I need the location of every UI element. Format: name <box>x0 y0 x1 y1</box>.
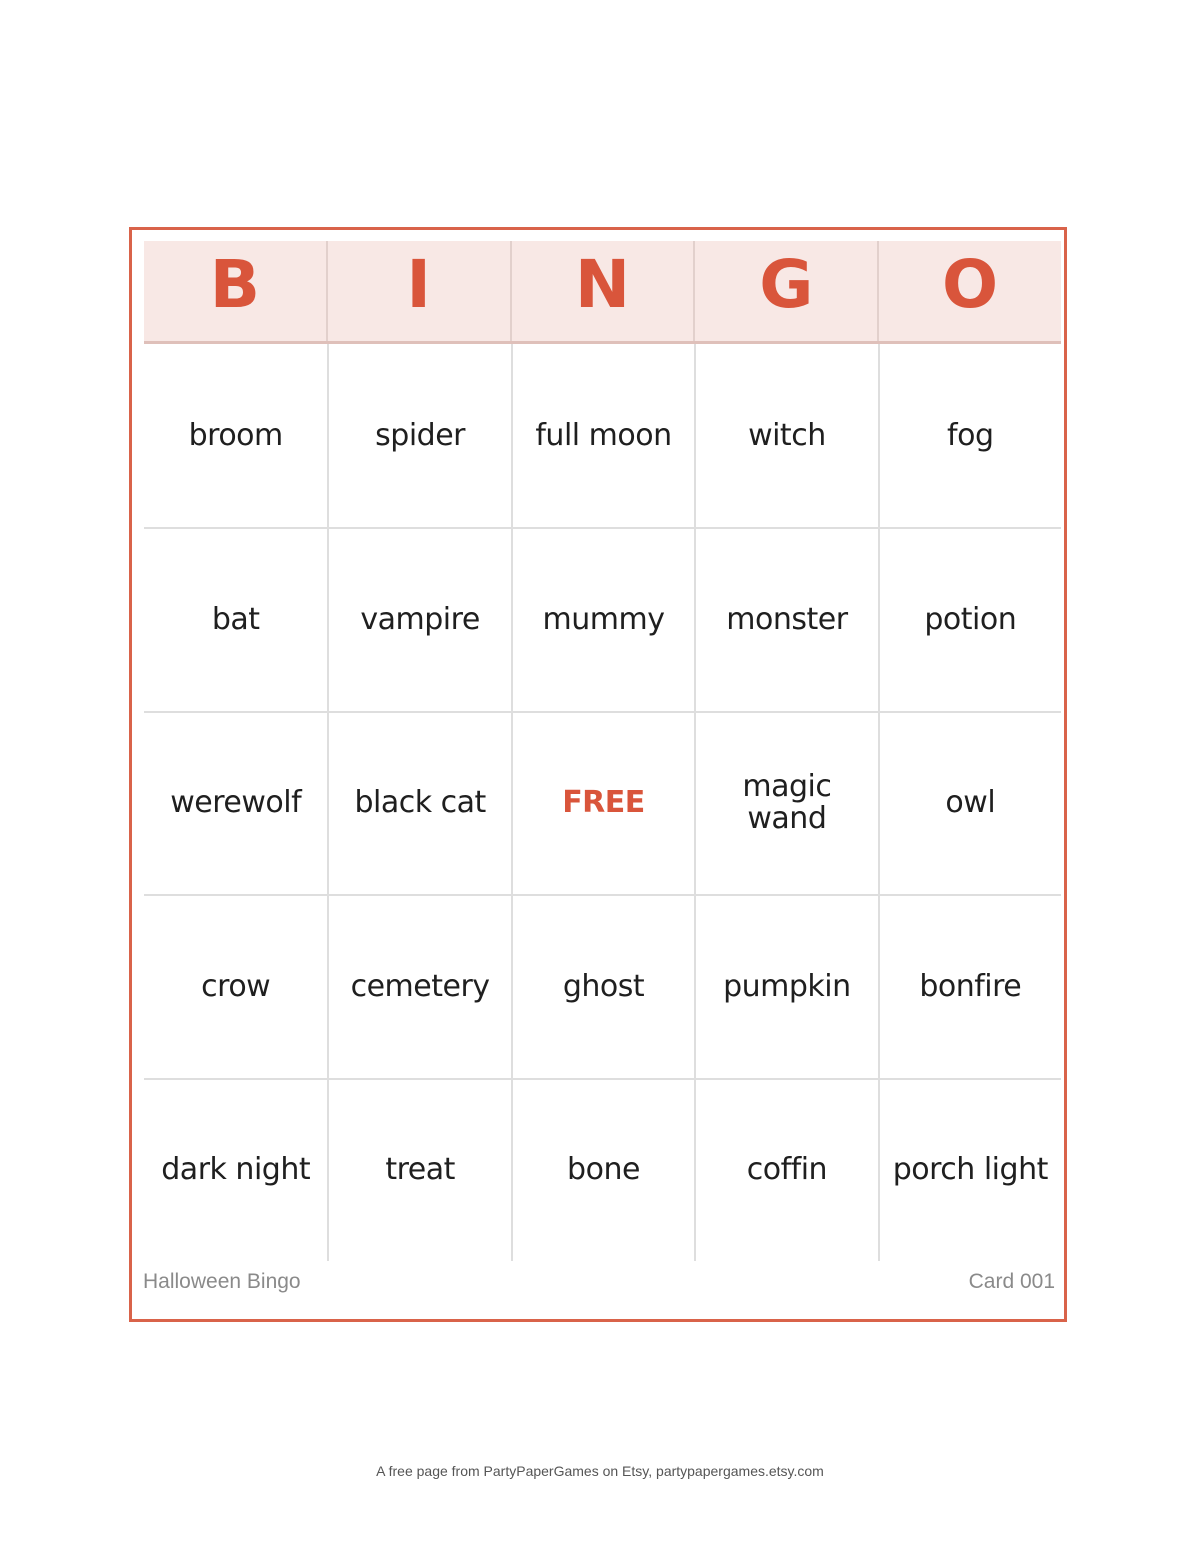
bingo-cell: werewolf <box>144 711 327 894</box>
header-letter-b: B <box>209 246 261 323</box>
bingo-cell: spider <box>327 344 510 527</box>
header-letter-i: I <box>326 241 510 341</box>
bingo-cell: monster <box>694 527 877 710</box>
bingo-cell: bonfire <box>878 894 1061 1077</box>
bingo-cell: witch <box>694 344 877 527</box>
bingo-cell: vampire <box>327 527 510 710</box>
header-letter-n: N <box>510 241 694 341</box>
bingo-cell: dark night <box>144 1078 327 1261</box>
bingo-cell: bat <box>144 527 327 710</box>
bingo-cell: treat <box>327 1078 510 1261</box>
bingo-cell: full moon <box>511 344 694 527</box>
bingo-grid <box>144 344 1061 1261</box>
bingo-cell: broom <box>188 417 283 453</box>
bingo-cell: owl <box>878 711 1061 894</box>
bingo-cell: cemetery <box>327 894 510 1077</box>
bingo-cell: magic wand <box>694 711 877 894</box>
bingo-card <box>129 227 1067 1322</box>
credit-line: A free page from PartyPaperGames on Etsy, partypapergames.etsy.com <box>376 1463 824 1479</box>
free-space: FREE <box>511 711 694 894</box>
card-title: Halloween Bingo <box>143 1270 301 1293</box>
bingo-cell: porch light <box>878 1078 1061 1261</box>
bingo-cell: fog <box>878 344 1061 527</box>
bingo-cell: coffin <box>694 1078 877 1261</box>
bingo-cell: pumpkin <box>694 894 877 1077</box>
bingo-header <box>144 241 1061 344</box>
card-number: Card 001 <box>968 1270 1055 1293</box>
bingo-cell: mummy <box>511 527 694 710</box>
bingo-cell: black cat <box>327 711 510 894</box>
bingo-cell: ghost <box>511 894 694 1077</box>
bingo-cell: crow <box>144 894 327 1077</box>
header-letter-o: O <box>877 241 1061 341</box>
bingo-cell: potion <box>878 527 1061 710</box>
header-letter-g: G <box>693 241 877 341</box>
bingo-cell: bone <box>511 1078 694 1261</box>
